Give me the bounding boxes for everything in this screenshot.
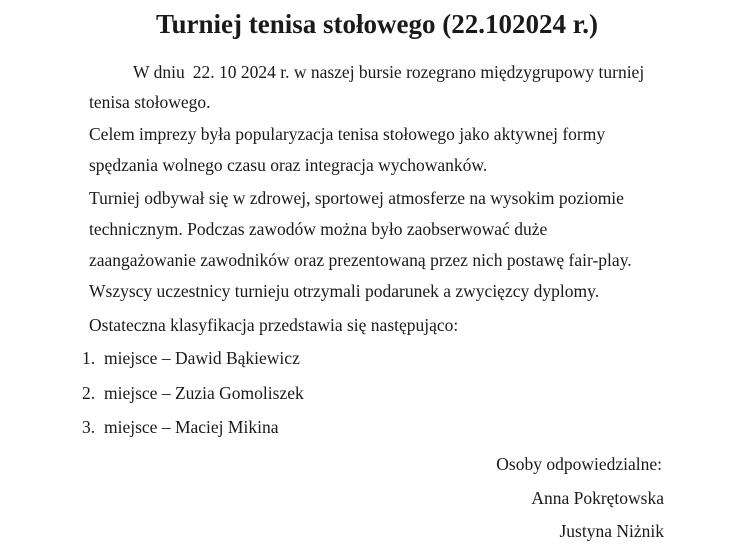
paragraph-1-prefix: W dniu [133,62,185,82]
paragraph-3-line-3: zaangażowanie zawodników oraz prezentowaną przez nich postawę fair-play. [89,250,632,270]
responsible-heading: Osoby odpowiedzialne: [496,454,662,474]
result-number: 2. [82,383,96,403]
paragraph-3-line-1: Turniej odbywał się w zdrowej, sportowej atmosferze na wysokim poziomie [89,188,624,208]
result-number: 3. [82,417,96,437]
result-item-3 [82,416,278,438]
result-number: 1. [82,348,96,368]
responsible-person-2: Justyna Niżnik [559,521,664,541]
result-text: miejsce – Maciej Mikina [104,417,279,437]
result-item-1 [82,347,300,369]
paragraph-3-line-4: Wszyscy uczestnicy turnieju otrzymali podarunek a zwycięzcy dyplomy. [89,281,600,301]
result-item-2 [82,382,304,404]
document-title: Turniej tenisa stołowego (22.102024 r.) [156,9,598,39]
paragraph-2-line-2: spędzania wolnego czasu oraz integracja wychowanków. [89,155,488,175]
paragraph-1-line-1 [133,61,644,83]
result-text: miejsce – Dawid Bąkiewicz [104,348,300,368]
classification-intro: Ostateczna klasyfikacja przedstawia się następująco: [89,315,459,335]
result-text: miejsce – Zuzia Gomoliszek [104,383,304,403]
paragraph-1-rest: 22. 10 2024 r. w naszej bursie rozegrano międzygrupowy turniej [192,62,645,82]
responsible-person-1: Anna Pokrętowska [531,488,664,508]
paragraph-2-line-1: Celem imprezy była popularyzacja tenisa stołowego jako aktywnej formy [89,124,606,144]
paragraph-1-line-2: tenisa stołowego. [89,92,211,112]
paragraph-3-line-2: technicznym. Podczas zawodów można było zaobserwować duże [89,219,548,239]
